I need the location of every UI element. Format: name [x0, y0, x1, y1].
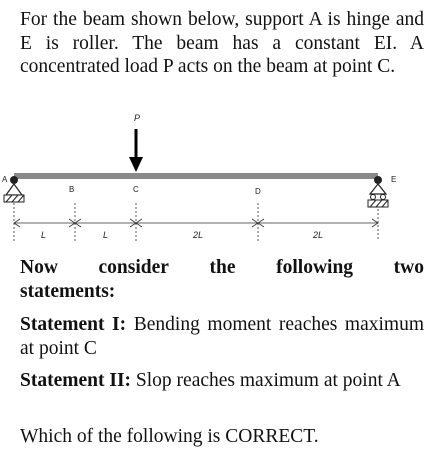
lead-word: Now	[20, 257, 58, 278]
statement-2-text: Slop reaches maximum at point A	[131, 370, 401, 391]
point-label-e: E	[391, 175, 397, 184]
problem-intro: For the beam shown below, support A is hinge and E is roller. The beam has a constant EI. A concentrated load P acts on the beam at point C.	[20, 9, 424, 77]
load-label: P	[134, 113, 141, 123]
statement-1-text: Bending moment reaches maximum at point C	[20, 314, 425, 359]
lead-word: consider	[98, 257, 169, 278]
statement-2-label: Statement II:	[20, 370, 132, 391]
load-arrow-head	[129, 157, 143, 172]
hinge-support-a	[6, 184, 22, 195]
beam-diagram	[0, 105, 434, 245]
span-label-cd: 2L	[193, 230, 204, 240]
roller-support-e	[370, 184, 386, 194]
lead-word: two	[393, 257, 424, 278]
point-label-b: B	[69, 185, 75, 194]
roller-wheel-2	[381, 195, 386, 200]
hinge-pin-e	[374, 176, 382, 184]
roller-wheel-1	[371, 195, 376, 200]
question-lead	[20, 256, 424, 303]
point-label-c: C	[133, 185, 139, 194]
statement-1	[20, 313, 424, 360]
span-label-de: 2L	[313, 230, 324, 240]
point-label-d: D	[255, 187, 261, 196]
hinge-pin-a	[10, 176, 18, 184]
question-ask: Which of the following is CORRECT.	[20, 426, 319, 447]
point-label-a: A	[2, 175, 8, 184]
statement-1-label: Statement I:	[20, 314, 127, 335]
lead-tail: statements:	[20, 280, 116, 302]
beam	[14, 173, 378, 179]
span-label-bc: L	[103, 230, 109, 240]
span-label-ab: L	[41, 230, 47, 240]
statement-2	[20, 369, 424, 393]
lead-word: following	[276, 257, 354, 278]
lead-word: the	[209, 257, 236, 278]
